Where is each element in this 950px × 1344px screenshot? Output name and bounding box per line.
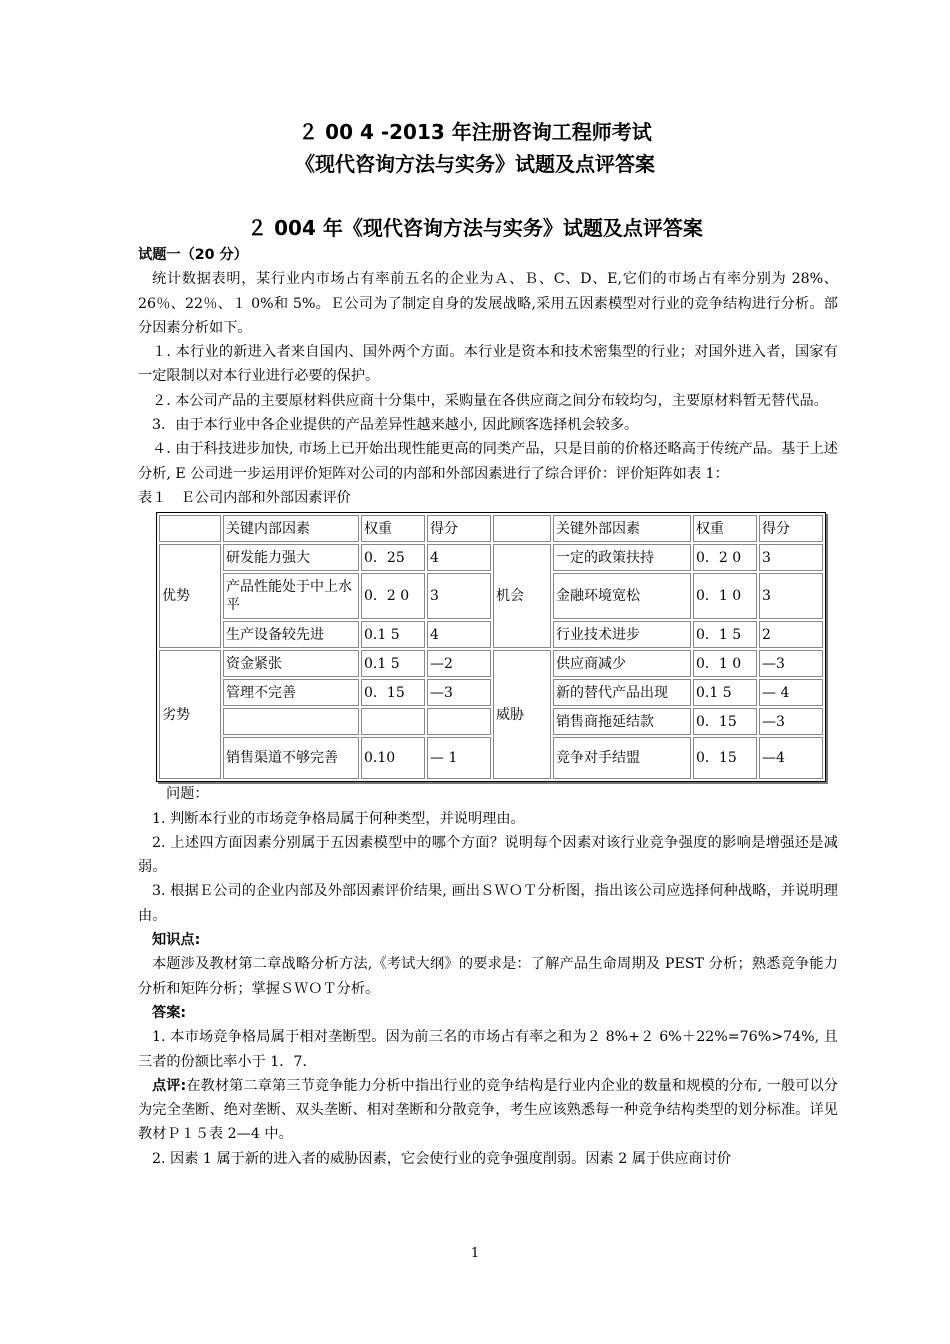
table-cell: 供应商减少 xyxy=(553,650,691,677)
table-row xyxy=(159,708,823,735)
table-cell: 管理不完善 xyxy=(223,679,359,706)
section-title: ２ 004 年《现代咨询方法与实务》试题及点评答案 xyxy=(247,216,703,240)
evaluation-table xyxy=(156,512,826,782)
factor-item-2: ２. 本公司产品的主要原材料供应商十分集中，采购量在各供应商之间分布较均匀，主要原材料暂无替代品。 xyxy=(152,392,828,409)
factor-item-4: ４. 由于科技进步加快, 市场上已开始出现性能更高的同类产品，只是目前的价格还略高于传统产品。基于上述分析, E 公司进一步运用评价矩阵对公司的内部和外部因素进行了综合评价：评价矩阵如表 1： xyxy=(138,441,838,482)
table-header-row xyxy=(159,515,823,542)
answer-1: 1. 本市场竞争格局属于相对垄断型。因为前三名的市场占有率之和为２ 8%+２ 6%＋22%=76%>74%, 且三者的份额比率小于 1．7． xyxy=(138,1029,838,1070)
table-cell: 2 xyxy=(759,621,823,648)
table-cell: 销售渠道不够完善 xyxy=(223,737,359,779)
table-cell: 产品性能处于中上水平 xyxy=(223,573,359,619)
table-header: 权重 xyxy=(693,515,757,542)
table-cell: 3 xyxy=(759,573,823,619)
table-row xyxy=(159,544,823,571)
table-header: 得分 xyxy=(427,515,491,542)
table-cell: —3 xyxy=(759,708,823,735)
table-cell: 3 xyxy=(427,573,491,619)
table-row xyxy=(159,737,823,779)
answer-label: 答案: xyxy=(152,1004,187,1021)
table-cell: 4 xyxy=(427,621,491,648)
table-row xyxy=(159,621,823,648)
table-cell: 0．15 xyxy=(693,708,757,735)
comment-label: 点评: xyxy=(152,1077,187,1094)
table-cell: 竞争对手结盟 xyxy=(553,737,691,779)
question-2: 2. 上述四方面因素分别属于五因素模型中的哪个方面？说明每个因素对该行业竞争强度的影响是增强还是减弱。 xyxy=(138,834,838,876)
table-cell xyxy=(427,708,491,735)
table-cell: —4 xyxy=(759,737,823,779)
table-cell: 销售商拖延结款 xyxy=(553,708,691,735)
table-cell xyxy=(493,515,551,542)
group-weakness: 劣势 xyxy=(159,650,221,779)
table-cell xyxy=(223,708,359,735)
table-cell: — 4 xyxy=(759,679,823,706)
table-cell: 0.1 5 xyxy=(361,621,425,648)
page-number: 1 xyxy=(470,1246,480,1261)
table-cell: 新的替代产品出现 xyxy=(553,679,691,706)
table-header: 关键内部因素 xyxy=(223,515,359,542)
factor-item-3: 3．由于本行业中各企业提供的产品差异性越来越小, 因此顾客选择机会较多。 xyxy=(152,417,639,434)
table-cell: 0.1 5 xyxy=(361,650,425,677)
table-cell: 0．1 5 xyxy=(693,621,757,648)
comment-paragraph xyxy=(138,1074,838,1147)
factor-item-1: １. 本行业的新进入者来自国内、国外两个方面。本行业是资本和技术密集型的行业；对国外进入者，国家有一定限制以对本行业进行必要的保护。 xyxy=(138,344,838,385)
table-cell: 一定的政策扶持 xyxy=(553,544,691,571)
table-cell xyxy=(361,708,425,735)
table-cell: 生产设备较先进 xyxy=(223,621,359,648)
table-caption: 表１ Ｅ公司内部和外部因素评价 xyxy=(138,489,351,506)
table-cell: 0．1 0 xyxy=(693,573,757,619)
table-cell: — 1 xyxy=(427,737,491,779)
table-cell: 研发能力强大 xyxy=(223,544,359,571)
table-header: 权重 xyxy=(361,515,425,542)
table-row xyxy=(159,679,823,706)
table-cell: 0．15 xyxy=(693,737,757,779)
table-cell: 行业技术进步 xyxy=(553,621,691,648)
question-1: 1. 判断本行业的市场竞争格局属于何种类型，并说明理由。 xyxy=(152,810,525,827)
table-cell: 0．2 0 xyxy=(693,544,757,571)
intro-paragraph: 统计数据表明，某行业内市场占有率前五名的企业为Ａ、Ｂ、C、D、E,它们的市场占有率分别为 28%、26％、22％、１ 0%和 5%。Ｅ公司为了制定自身的发展战略,采用五因素模型对行业的竞争结构进行分析。部分因素分析如下。 xyxy=(138,271,838,336)
table-cell: —2 xyxy=(427,650,491,677)
table-row xyxy=(159,573,823,619)
knowledge-text: 本题涉及教材第二章战略分析方法,《考试大纲》的要求是：了解产品生命周期及 PEST 分析；熟悉竞争能力分析和矩阵分析；掌握ＳＷＯＴ分析。 xyxy=(138,956,838,997)
comment-text: 在教材第二章第三节竞争能力分析中指出行业的竞争结构是行业内企业的数量和规模的分布, 一般可以分为完全垄断、绝对垄断、双头垄断、相对垄断和分散竞争，考生应该熟悉每一种竞争结构类型的划分标准。详见教材Ｐ１５表 2—4 中。 xyxy=(138,1077,838,1143)
document-title-line1: ２ 00 4 -2013 年注册咨询工程师考试 xyxy=(298,120,652,144)
table-cell: —3 xyxy=(759,650,823,677)
group-strength: 优势 xyxy=(159,544,221,648)
table-header: 得分 xyxy=(759,515,823,542)
answer-2: 2. 因素 1 属于新的进入者的威胁因素，它会使行业的竞争强度削弱。因素 2 属于供应商讨价 xyxy=(152,1150,732,1167)
table-cell: 4 xyxy=(427,544,491,571)
questions-label: 问题： xyxy=(166,786,209,803)
table-cell: 0.1 5 xyxy=(693,679,757,706)
document-body xyxy=(138,243,838,1171)
table-cell: 0．15 xyxy=(361,679,425,706)
group-threat: 威胁 xyxy=(493,650,551,779)
question-heading: 试题一（20 分） xyxy=(138,247,248,263)
table-cell: —3 xyxy=(427,679,491,706)
table-cell xyxy=(159,515,221,542)
document-title-line2: 《现代咨询方法与实务》试题及点评答案 xyxy=(295,152,655,176)
knowledge-label: 知识点: xyxy=(152,932,201,949)
question-3: 3. 根据Ｅ公司的企业内部及外部因素评价结果, 画出ＳＷＯＴ分析图，指出该公司应选择何种战略，并说明理由。 xyxy=(138,883,838,924)
table-cell: 0.10 xyxy=(361,737,425,779)
table-cell: 0．25 xyxy=(361,544,425,571)
table-cell: 0．2 0 xyxy=(361,573,425,619)
table-header: 关键外部因素 xyxy=(553,515,691,542)
table-row xyxy=(159,650,823,677)
group-opportunity: 机会 xyxy=(493,544,551,648)
table-cell: 0．1 0 xyxy=(693,650,757,677)
table-cell: 金融环境宽松 xyxy=(553,573,691,619)
table-cell: 资金紧张 xyxy=(223,650,359,677)
table-cell: 3 xyxy=(759,544,823,571)
